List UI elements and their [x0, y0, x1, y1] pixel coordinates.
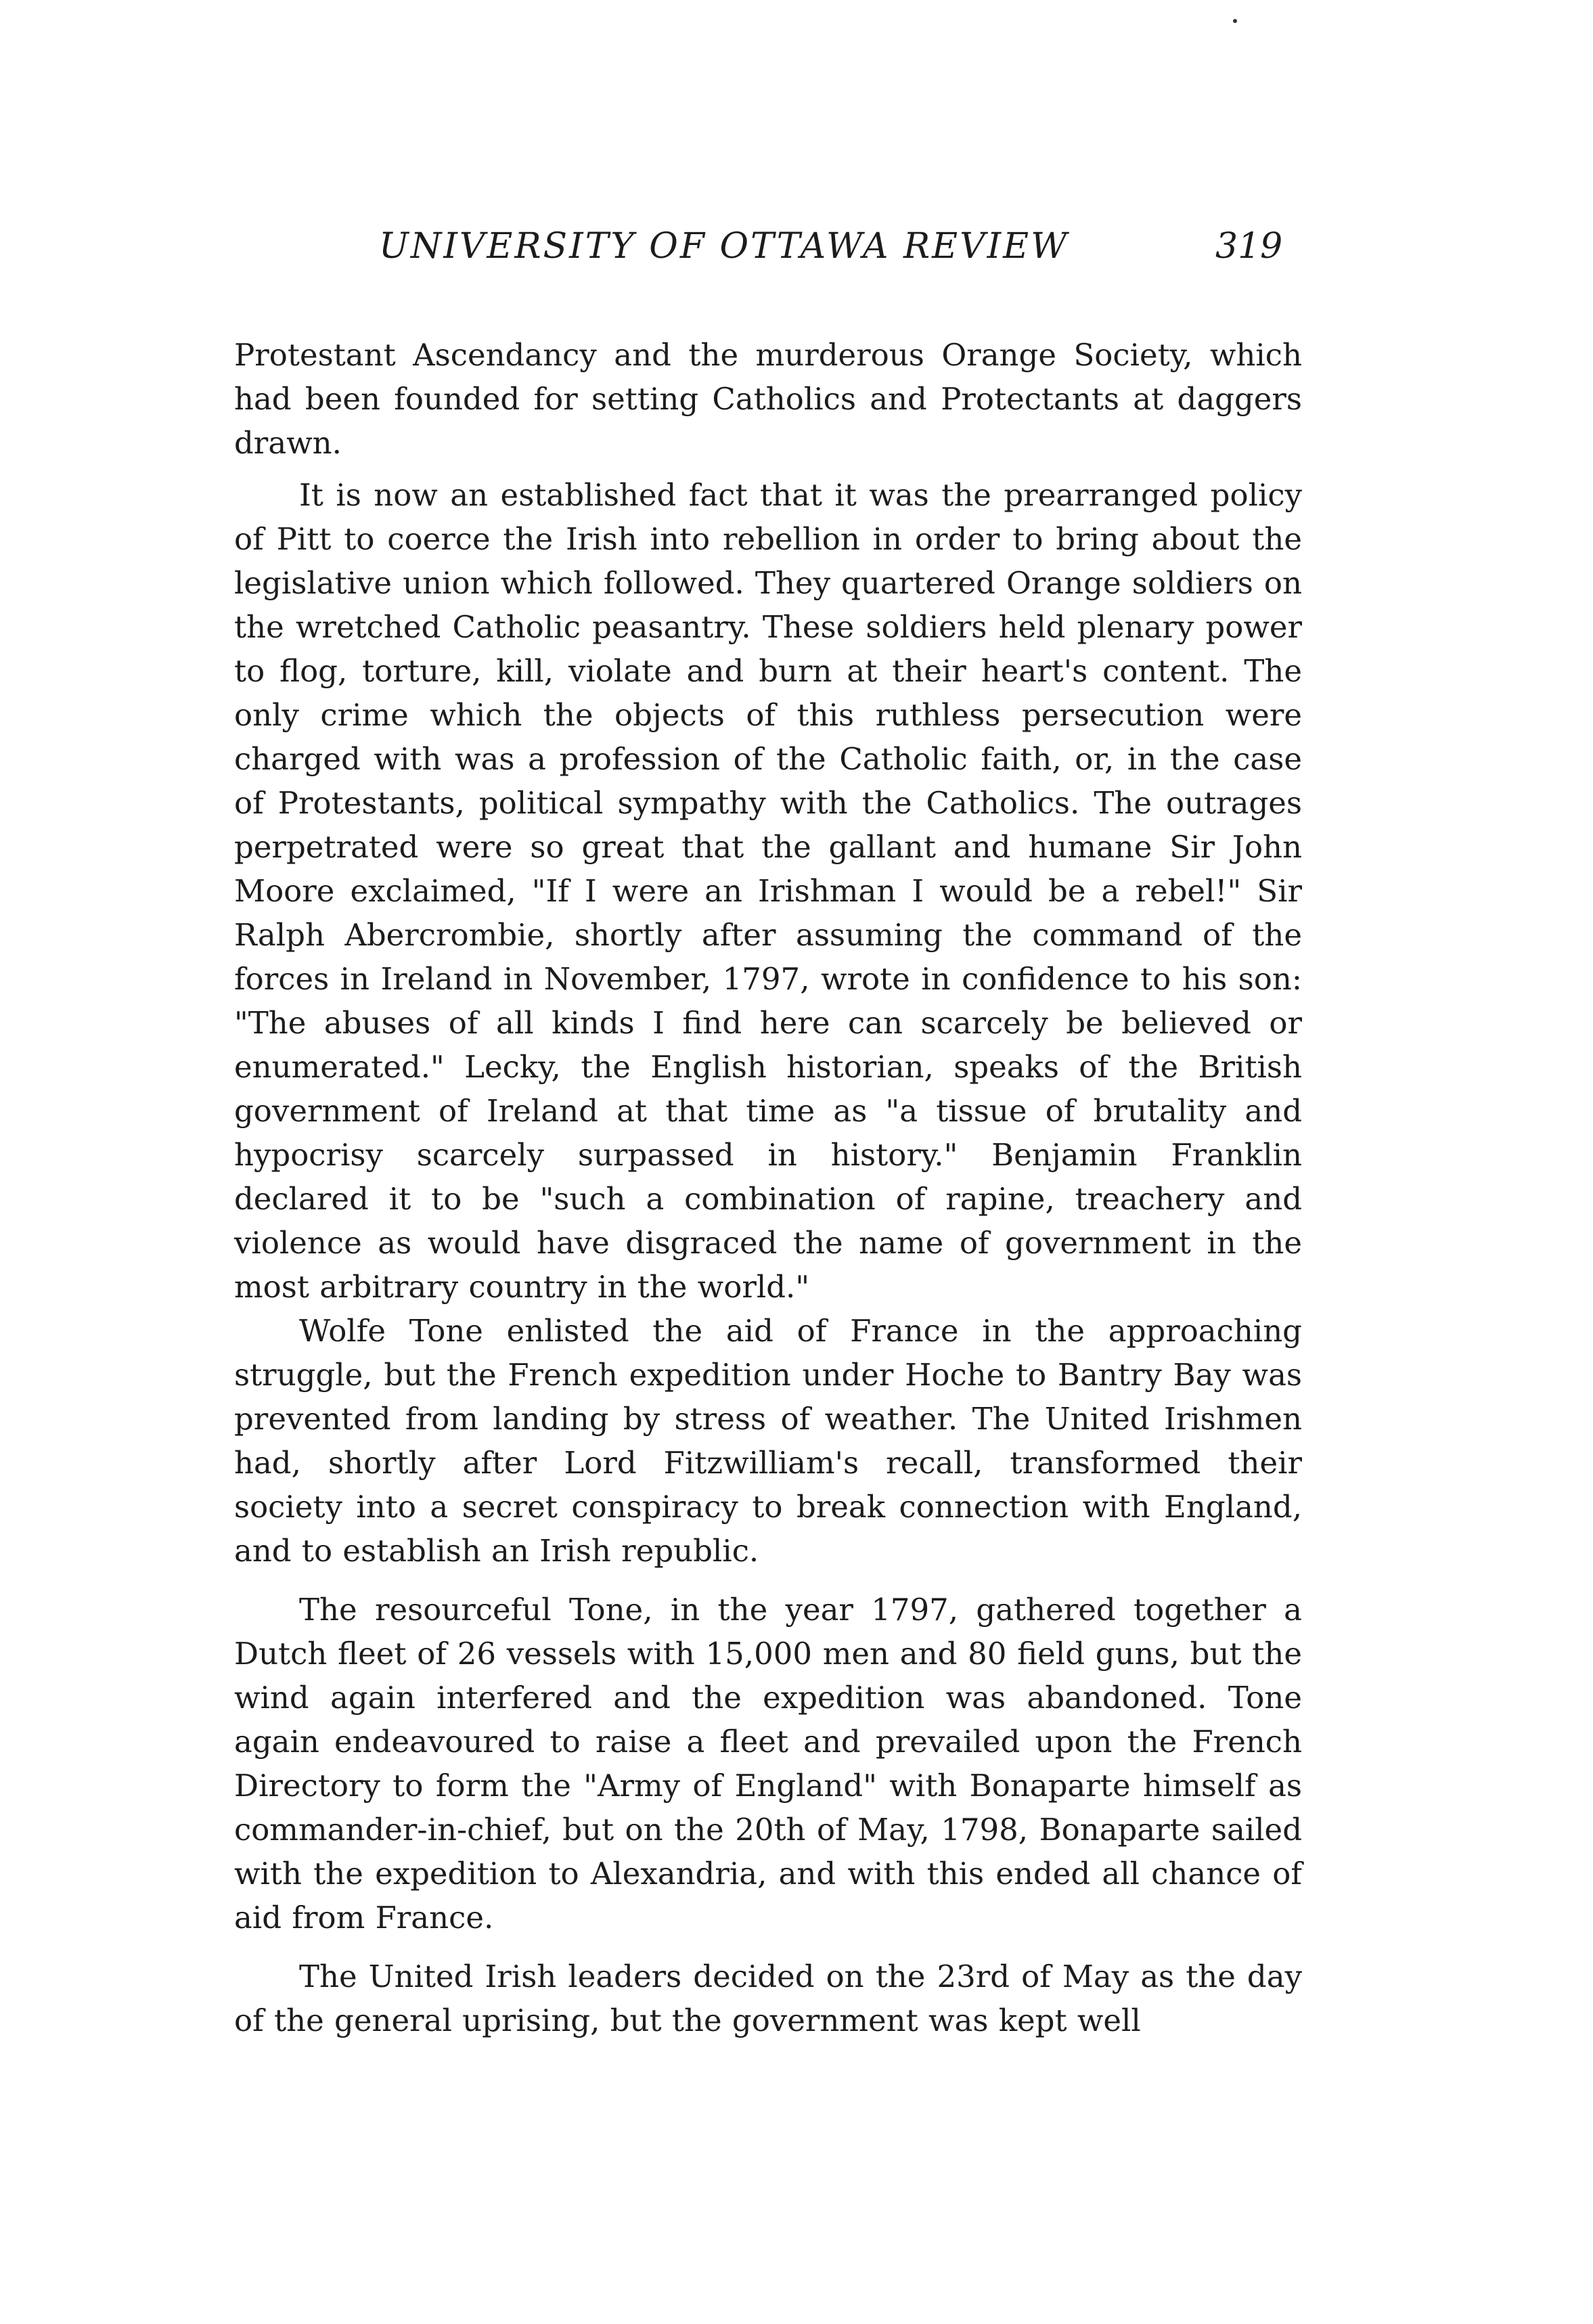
paragraph-continuation: Protestant Ascendancy and the murderous Orange Society, which had been founded for setting Catholics and Protectants at daggers drawn.	[234, 337, 1302, 461]
page-header	[0, 226, 1593, 277]
paragraph-dutch-fleet: The resourceful Tone, in the year 1797, gathered together a Dutch fleet of 26 vessels with 15,000 men and 80 field guns, but the wind again interfered and the expedition was abandoned. Tone again endeavoured to raise a fleet and prevailed upon the French Directory to form the "Army of England" with Bonaparte himself as commander-in-chief, but on the 20th of May, 1798, Bonaparte sailed with the expedition to Alexandria, and with this ended all chance of aid from France.	[234, 1592, 1302, 1936]
paragraph-wolfe-tone: Wolfe Tone enlisted the aid of France in the approaching struggle, but the French expedition under Hoche to Bantry Bay was prevented from landing by stress of weather. The United Irishmen had, shortly after Lord Fitzwilliam's recall, transformed their society into a secret conspiracy to break connection with England, and to establish an Irish republic.	[234, 1313, 1302, 1569]
body-text	[234, 333, 1302, 2042]
paragraph-uprising: The United Irish leaders decided on the 23rd of May as the day of the general uprising, but the government was kept well	[234, 1959, 1302, 2038]
print-speck	[1233, 19, 1237, 23]
paragraph-pitt-policy: It is now an established fact that it was the prearranged policy of Pitt to coerce the Irish into rebellion in order to bring about the legislative union which followed. They quartered Orange soldiers on the wretched Catholic peasantry. These soldiers held plenary power to flog, torture, kill, violate and burn at their heart's content. The only crime which the objects of this ruthless persecution were charged with was a profession of the Catholic faith, or, in the case of Protestants, political sympathy with the Catholics. The outrages perpetrated were so great that the gallant and humane Sir John Moore exclaimed, "If I were an Irishman I would be a rebel!" Sir Ralph Abercrombie, shortly after assuming the command of the forces in Ireland in November, 1797, wrote in confidence to his son: "The abuses of all kinds I find here can scarcely be believed or enumerated." Lecky, the English historian, speaks of the British government of Ireland at that time as "a tissue of brutality and hypocrisy scarcely surpassed in history." Benjamin Franklin declared it to be "such a combination of rapine, treachery and violence as would have disgraced the name of government in the most arbitrary country in the world."	[234, 477, 1302, 1305]
running-head: UNIVERSITY OF OTTAWA REVIEW	[379, 226, 1069, 267]
page-number: 319	[1215, 226, 1283, 267]
